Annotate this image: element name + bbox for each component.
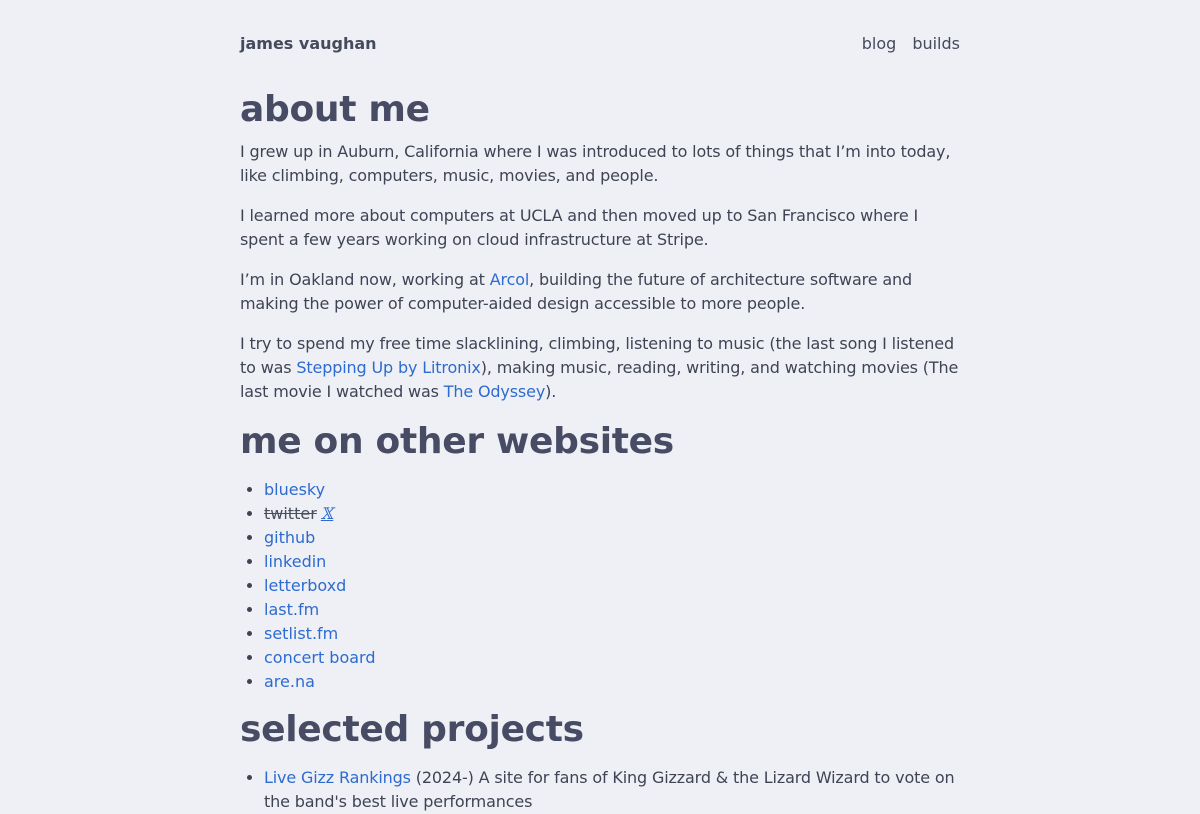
list-item [264,598,960,622]
about-paragraph-1: I grew up in Auburn, California where I was introduced to lots of things that I’m into today, like climbing, computers, music, movies, and people. [240,142,951,185]
list-item [264,574,960,598]
live-gizz-rankings-link[interactable]: Live Gizz Rankings [264,768,411,787]
p3-text-before: I’m in Oakland now, working at [240,270,490,289]
list-item [264,622,960,646]
page-container [240,0,960,814]
p3-text-after: , building the future of architecture software and making the power of computer-aided design accessible to more people. [240,270,913,313]
p4-text-after: ). [545,382,557,401]
arena-link[interactable]: are.na [264,672,315,691]
projects-heading: selected projects [240,709,584,750]
about-paragraph-2: I learned more about computers at UCLA and then moved up to San Francisco where I spent a few years working on cloud infrastructure at Stripe. [240,206,919,249]
main-content [240,88,960,814]
about-paragraph-4 [240,332,960,404]
last-movie-link[interactable]: The Odyssey [443,382,546,401]
list-item [264,646,960,670]
about-heading: about me [240,89,430,130]
about-paragraph-3 [240,268,960,316]
lastfm-link[interactable]: last.fm [264,600,320,619]
projects-list [240,766,960,814]
arcol-link[interactable]: Arcol [489,270,530,289]
list-item [264,550,960,574]
concert-board-link[interactable]: concert board [264,648,376,667]
site-name-link[interactable]: james vaughan [240,34,377,53]
top-nav [862,34,960,53]
list-item [264,670,960,694]
site-header [240,0,960,88]
list-item [264,478,960,502]
list-item [264,526,960,550]
setlistfm-link[interactable]: setlist.fm [264,624,339,643]
p4-text-before: I try to spend my free time slacklining, climbing, listening to music (the last song I listened to was [240,334,954,377]
list-item [264,766,960,814]
project-description: (2024-) A site for fans of King Gizzard & the Lizard Wizard to vote on the band's best live performances [264,768,955,811]
last-song-link[interactable]: Stepping Up by Litronix [296,358,481,377]
letterboxd-link[interactable]: letterboxd [264,576,347,595]
p4-text-middle: ), making music, reading, writing, and watching movies (The last movie I watched was [240,358,959,401]
websites-list [240,478,960,694]
list-item [264,502,960,526]
bluesky-link[interactable]: bluesky [264,480,326,499]
websites-heading: me on other websites [240,421,674,462]
twitter-label: twitter [264,504,317,523]
x-logo-icon[interactable]: 𝕏 [320,504,334,523]
nav-blog-link[interactable]: blog [861,34,897,53]
github-link[interactable]: github [264,528,316,547]
nav-builds-link[interactable]: builds [912,34,960,53]
linkedin-link[interactable]: linkedin [264,552,327,571]
